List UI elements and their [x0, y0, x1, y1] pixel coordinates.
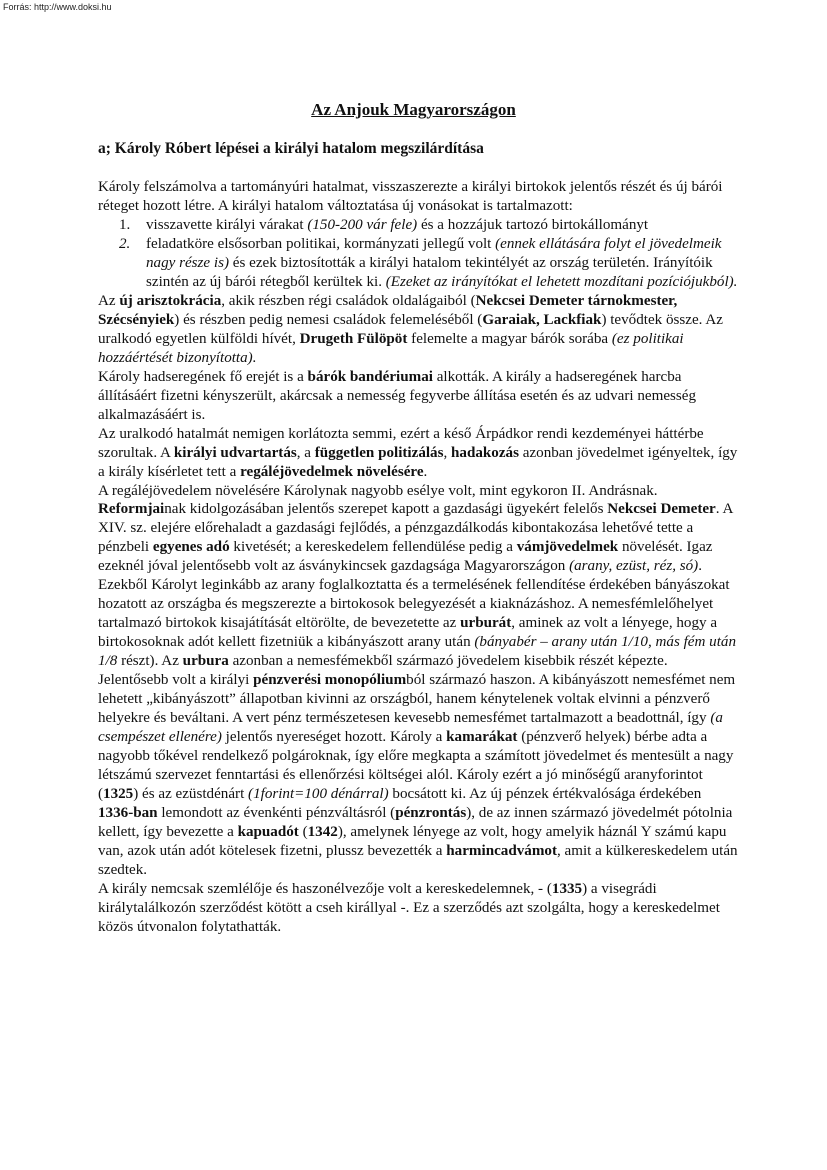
- italic-text: (a csempészet ellenére): [98, 710, 723, 746]
- text-run: , aminek az volt a lényege, hogy a birtokosoknak adót kellett fizetniük a kibányászott arany után: [98, 615, 718, 651]
- text-run: lemondott az évenkénti pénzváltásról (: [157, 804, 396, 821]
- text-run: Az: [98, 292, 120, 309]
- body-paragraph: [98, 482, 738, 880]
- bold-text: harmincadvámot: [446, 842, 557, 859]
- italic-text: (ez politikai hozzáértését bizonyította).: [98, 330, 684, 366]
- bold-text: királyi udvartartás: [173, 444, 297, 461]
- text-run: , amit a külkereskedelem után szedtek.: [98, 842, 738, 878]
- bold-text: 1335: [551, 880, 583, 897]
- body-paragraph: [98, 292, 738, 368]
- text-run: (pénzverő helyek) bérbe adta a nagyobb tőkével rendelkező polgároknak, így előre megkapta a számított jövedelmet és mentesült a nagy létszámú szervezet fenntartási és ellenőrzési költségei alól. Károly ezért a jó minőségű aranyforintot (: [98, 729, 734, 802]
- list-item: [98, 235, 738, 292]
- text-run: részt). Az: [121, 653, 183, 670]
- text-run: azonban jövedelmet igényeltek, így a király kísérletet tett a: [98, 444, 738, 480]
- source-label: Forrás: http://www.doksi.hu: [3, 2, 112, 12]
- bold-text: urburát: [460, 615, 512, 632]
- text-run: és a hozzájuk tartozó birtokállományt: [417, 216, 649, 233]
- bold-text: urbura: [182, 653, 229, 670]
- text-run: Az uralkodó hatalmát nemigen korlátozta semmi, ezért a késő Árpádkor rendi kezdeményei háttérbe szorultak. A: [98, 425, 704, 461]
- bold-text: Nekcsei Demeter: [607, 501, 716, 518]
- italic-text: (ennek ellátására folyt el jövedelmeik nagy része is): [146, 235, 722, 271]
- bold-text: pénzverési monopólium: [253, 672, 407, 689]
- text-run: feladatköre elsősorban politikai, kormányzati jellegű volt: [146, 235, 496, 252]
- italic-text: (bányabér – arany után 1/10, más fém után 1/8: [98, 634, 737, 670]
- text-run: ) tevődtek össze. Az uralkodó egyetlen külföldi hívét,: [98, 311, 723, 347]
- text-run: A regáléjövedelem növelésére Károlynak nagyobb esélye volt, mint egykoron II. Andrásnak.: [98, 482, 658, 499]
- document-body: [98, 178, 738, 937]
- text-run: (: [298, 823, 308, 840]
- section-subtitle: a; Károly Róbert lépései a királyi hatalom megszilárdítása: [98, 140, 484, 157]
- text-run: ,: [443, 444, 452, 461]
- bold-text: kamarákat: [446, 729, 518, 746]
- text-run: Károly hadseregének fő erejét is a: [98, 368, 308, 385]
- body-paragraph: [98, 178, 738, 216]
- text-run: .: [423, 463, 428, 480]
- text-run: felemelte a magyar bárók sorába: [407, 330, 612, 347]
- bold-text: bárók bandériumai: [307, 368, 433, 385]
- text-run: ), amelynek lényege az volt, hogy amelyik háznál Y számú kapu van, azok után adót kötelesek fizetni, plussz bevezették a: [98, 823, 727, 859]
- bold-text: regáléjövedelmek növelésére: [240, 463, 424, 480]
- text-run: azonban a nemesfémekből származó jövedelem kisebbik részét képezte. Jelentősebb volt a királyi: [98, 653, 668, 689]
- bold-text: új arisztokrácia: [119, 292, 222, 309]
- text-run: A király nemcsak szemlélője és haszonélvezője volt a kereskedelemnek, - (: [98, 880, 552, 897]
- text-run: ), de az innen származó jövedelmét pótolnia kellett, így bevezette a: [98, 804, 733, 840]
- list-item-number: 2.: [119, 235, 131, 252]
- page-title: Az Anjouk Magyarországon: [311, 100, 516, 119]
- text-run: alkották. A király a hadseregének harcba állításáért fizetni kényszerült, akárcsak a nemesség fegyverbe állítása esetén és az udvari nemesség alkalmazásáért is.: [98, 368, 697, 423]
- bold-text: 1325: [103, 786, 134, 802]
- list-item: [98, 216, 738, 235]
- text-run: visszavette királyi várakat: [146, 216, 308, 233]
- bold-text: Garaiak, Lackfiak: [482, 311, 602, 328]
- body-paragraph: [98, 880, 738, 937]
- bold-text: hadakozás: [451, 444, 519, 461]
- text-run: ) és az ezüstdénárt: [133, 786, 249, 802]
- text-run: , akik részben régi családok oldalágaiból (: [221, 292, 476, 309]
- text-run: növelését. Igaz ezeknél jóval jelentősebb volt az ásványkincsek gazdagsága Magyarországon: [98, 539, 713, 575]
- text-run: . A XIV. sz. elejére előrehaladt a gazdasági fejlődés, a pénzgazdálkodás kibontakozása lehetővé tette a pénzbeli: [98, 501, 733, 556]
- body-paragraph: [98, 368, 738, 425]
- text-run: , a: [296, 444, 315, 461]
- text-run: Károly felszámolva a tartományúri hatalmat, visszaszerezte a királyi birtokok jelentős részét és új bárói réteget hozott létre. A királyi hatalom változtatása új vonásokat is tartalmazott:: [98, 179, 723, 214]
- bold-text: független politizálás: [314, 444, 444, 461]
- text-run: és ezek biztosították a királyi hatalom tekintélyét az ország területén. Irányítóik szintén az új bárói rétegből kerültek ki.: [146, 254, 713, 290]
- bold-text: Reformjai: [98, 501, 165, 518]
- italic-text: (1forint=100 dénárral): [248, 786, 389, 802]
- bold-text: egyenes adó: [152, 539, 230, 556]
- list-item-number: 1.: [119, 216, 131, 233]
- text-run: bocsátott ki. Az új pénzek értékvalósága érdekében: [388, 786, 702, 802]
- bold-text: 1342: [307, 823, 338, 840]
- text-run: . Ezekből Károlyt leginkább az arany foglalkoztatta és a termelésének fellendítése érdekében bányászokat hozatott az országba és megszerezte a birtokosok belegyezését a kiaknázáshoz. A nemesfémlelőhelyet tartalmazó birtokok kisajátítását eltörölte, de bevezetette az: [98, 558, 730, 632]
- bold-text: 1336-ban: [98, 804, 158, 821]
- text-run: jelentős nyereséget hozott. Károly a: [221, 729, 447, 746]
- italic-text: (150-200 vár fele): [307, 216, 418, 233]
- bold-text: pénzrontás: [395, 804, 467, 821]
- text-run: kivetését; a kereskedelem fellendülése pedig a: [229, 539, 517, 556]
- italic-text: (arany, ezüst, réz, só): [569, 558, 699, 575]
- italic-text: (Ezeket az irányítókat el lehetett mozdítani pozíciójukból).: [385, 273, 738, 290]
- body-paragraph: [98, 425, 738, 482]
- text-run: ) a visegrádi királytalálkozón szerződést kötött a cseh királlyal -. Ez a szerződés azt szolgálta, hogy a kereskedelmet közös útvonalon folytathatták.: [98, 880, 720, 935]
- text-run: ) és részben pedig nemesi családok felemeléséből (: [174, 311, 483, 328]
- text-run: nak kidolgozásában jelentős szerepet kapott a gazdasági ügyekért felelős: [164, 501, 608, 518]
- text-run: ból származó haszon. A kibányászott nemesfémet nem lehetett „kibányászott” állapotban kivinni az országból, hanem kénytelenek voltak elvinni a pénzverő helyekre és beváltani. A vert pénz természetesen kevesebb nemesfémet tartalmazott a beadottnál, így: [98, 672, 736, 727]
- bold-text: kapuadót: [237, 823, 299, 840]
- numbered-list: [98, 216, 738, 292]
- bold-text: vámjövedelmek: [516, 539, 619, 556]
- bold-text: Drugeth Fülöpöt: [299, 330, 408, 347]
- bold-text: Nekcsei Demeter tárnokmester, Szécsényiek: [98, 292, 678, 328]
